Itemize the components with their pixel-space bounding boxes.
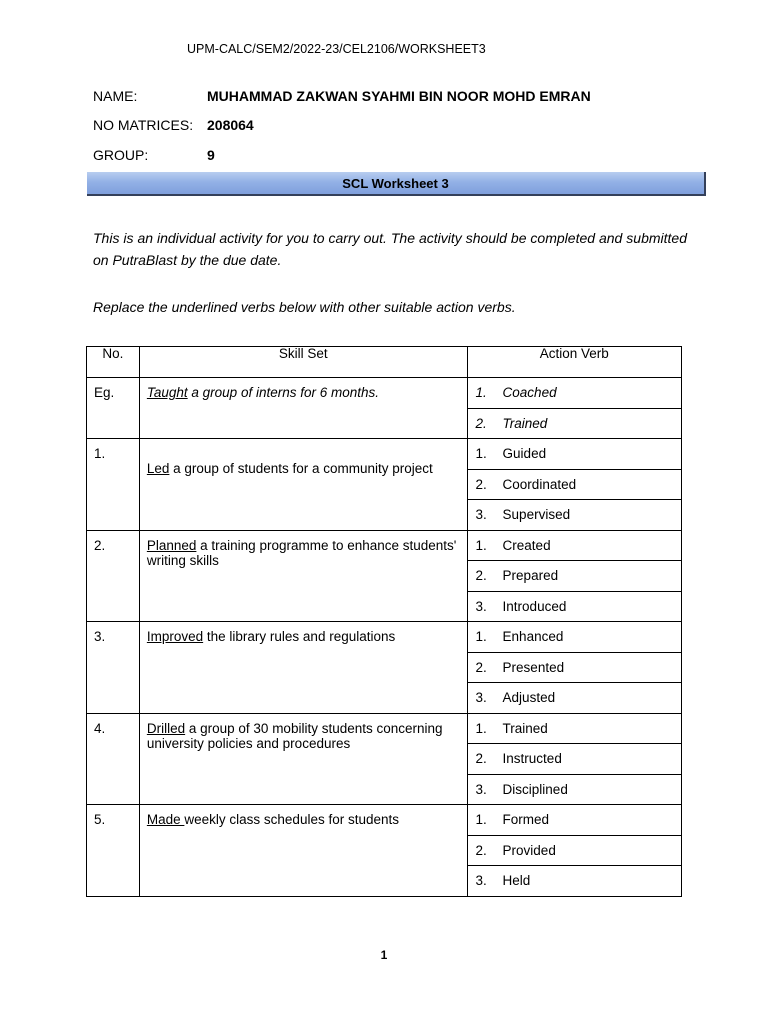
skill-set-cell (139, 805, 467, 897)
underlined-verb: Improved (146, 629, 204, 644)
action-verb-number: 1. (475, 812, 487, 827)
action-verb-text: Adjusted (502, 690, 556, 705)
instruction-paragraph: This is an individual activity for you to carry out. The activity should be completed and submitted on PutraBlast by the due date. (93, 230, 687, 268)
action-verb-text: Supervised (502, 507, 571, 522)
action-verb-text: Enhanced (502, 629, 564, 644)
action-verb-number: 1. (475, 629, 487, 644)
action-verb-cell (467, 683, 681, 714)
instruction-task: Replace the underlined verbs below with other suitable action verbs. (93, 299, 516, 315)
table-row (87, 378, 682, 409)
action-verb-cell (467, 469, 681, 500)
skill-description: a training programme to enhance students' writing skills (146, 537, 457, 568)
underlined-verb: Drilled (146, 720, 186, 736)
skill-set-cell (139, 530, 467, 622)
row-number-text: Eg. (94, 385, 115, 400)
action-verb-text: Instructed (502, 751, 562, 766)
action-verb-cell (467, 866, 681, 897)
action-verb-text: Disciplined (502, 781, 568, 797)
action-verb-text: Provided (502, 842, 556, 858)
page-number: 1 (380, 948, 388, 962)
action-verb-text: Held (502, 873, 531, 888)
row-number-text: 2. (94, 537, 106, 553)
skill-set-text (147, 378, 461, 400)
matric-value: 208064 (207, 117, 254, 133)
action-verb-number: 2. (475, 568, 487, 583)
action-verb-cell (467, 561, 681, 592)
skill-set-text (147, 714, 461, 751)
action-verb-number: 3. (475, 781, 487, 797)
skill-description: weekly class schedules for students (184, 812, 399, 827)
action-verb-text: Prepared (502, 568, 559, 583)
action-verb-cell (467, 744, 681, 775)
action-verb-table (86, 346, 682, 897)
skill-set-cell (139, 439, 467, 531)
worksheet-title: SCL Worksheet 3 (342, 176, 449, 191)
name-label: NAME: (93, 88, 138, 104)
action-verb-cell (467, 652, 681, 683)
action-verb-text: Coordinated (502, 476, 577, 492)
row-number (87, 805, 140, 897)
header-action-verb: Action Verb (467, 347, 681, 378)
action-verb-cell (467, 530, 681, 561)
action-verb-text: Trained (502, 415, 548, 431)
row-number (87, 439, 140, 531)
action-verb-number: 3. (475, 873, 487, 888)
skill-set-text (147, 805, 461, 827)
action-verb-cell (467, 439, 681, 470)
action-verb-text: Coached (502, 385, 557, 400)
skill-description: a group of 30 mobility students concerning university policies and procedures (146, 720, 443, 751)
table-row (87, 530, 682, 561)
action-verb-number: 1. (475, 446, 487, 461)
header-skill-set: Skill Set (139, 347, 467, 378)
row-number-text: 3. (94, 629, 106, 644)
underlined-verb: Made (146, 812, 185, 827)
row-number-text: 1. (94, 446, 106, 461)
action-verb-number: 2. (475, 415, 487, 431)
action-verb-text: Formed (502, 812, 550, 827)
table-header-row (87, 347, 682, 378)
row-number-text: 5. (94, 812, 106, 827)
underlined-verb: Led (146, 461, 170, 476)
row-number (87, 622, 140, 714)
action-verb-cell (467, 378, 681, 409)
action-verb-cell (467, 500, 681, 531)
action-verb-cell (467, 805, 681, 836)
action-verb-number: 3. (475, 690, 487, 705)
table-row (87, 713, 682, 744)
skill-set-cell (139, 378, 467, 439)
worksheet-banner (87, 172, 706, 196)
group-value: 9 (207, 147, 215, 163)
skill-description: a group of students for a community project (169, 461, 433, 476)
skill-set-text (147, 439, 461, 476)
action-verb-cell (467, 622, 681, 653)
action-verb-number: 2. (475, 476, 487, 492)
action-verb-text: Created (502, 537, 551, 553)
action-verb-cell (467, 774, 681, 805)
action-verb-text: Presented (502, 659, 565, 675)
action-verb-number: 1. (475, 537, 487, 553)
row-number (87, 713, 140, 805)
matric-label: NO MATRICES: (93, 117, 194, 133)
action-verb-cell (467, 591, 681, 622)
underlined-verb: Taught (146, 385, 188, 400)
action-verb-cell (467, 835, 681, 866)
action-verb-number: 1. (475, 385, 487, 400)
action-verb-number: 2. (475, 842, 487, 858)
action-verb-number: 1. (475, 720, 487, 736)
skill-set-text (147, 622, 461, 644)
action-verb-text: Guided (502, 446, 547, 461)
skill-set-cell (139, 713, 467, 805)
underlined-verb: Planned (146, 537, 197, 553)
row-number-text: 4. (94, 720, 106, 736)
row-number (87, 530, 140, 622)
header-no: No. (87, 347, 140, 378)
group-label: GROUP: (93, 147, 149, 163)
action-verb-cell (467, 713, 681, 744)
action-verb-text: Introduced (502, 598, 567, 614)
action-verb-cell (467, 408, 681, 439)
row-number (87, 378, 140, 439)
document-code: UPM-CALC/SEM2/2022-23/CEL2106/WORKSHEET3 (187, 42, 486, 56)
action-verb-number: 3. (475, 598, 487, 614)
action-verb-number: 2. (475, 751, 487, 766)
action-verb-number: 3. (475, 507, 487, 522)
skill-set-text (147, 531, 461, 568)
action-verb-text: Trained (502, 720, 548, 736)
table-row (87, 439, 682, 470)
skill-set-cell (139, 622, 467, 714)
skill-description: the library rules and regulations (203, 629, 396, 644)
name-value: MUHAMMAD ZAKWAN SYAHMI BIN NOOR MOHD EMRAN (207, 88, 591, 104)
skill-description: a group of interns for 6 months. (187, 385, 380, 400)
table-row (87, 805, 682, 836)
table-row (87, 622, 682, 653)
action-verb-number: 2. (475, 659, 487, 675)
